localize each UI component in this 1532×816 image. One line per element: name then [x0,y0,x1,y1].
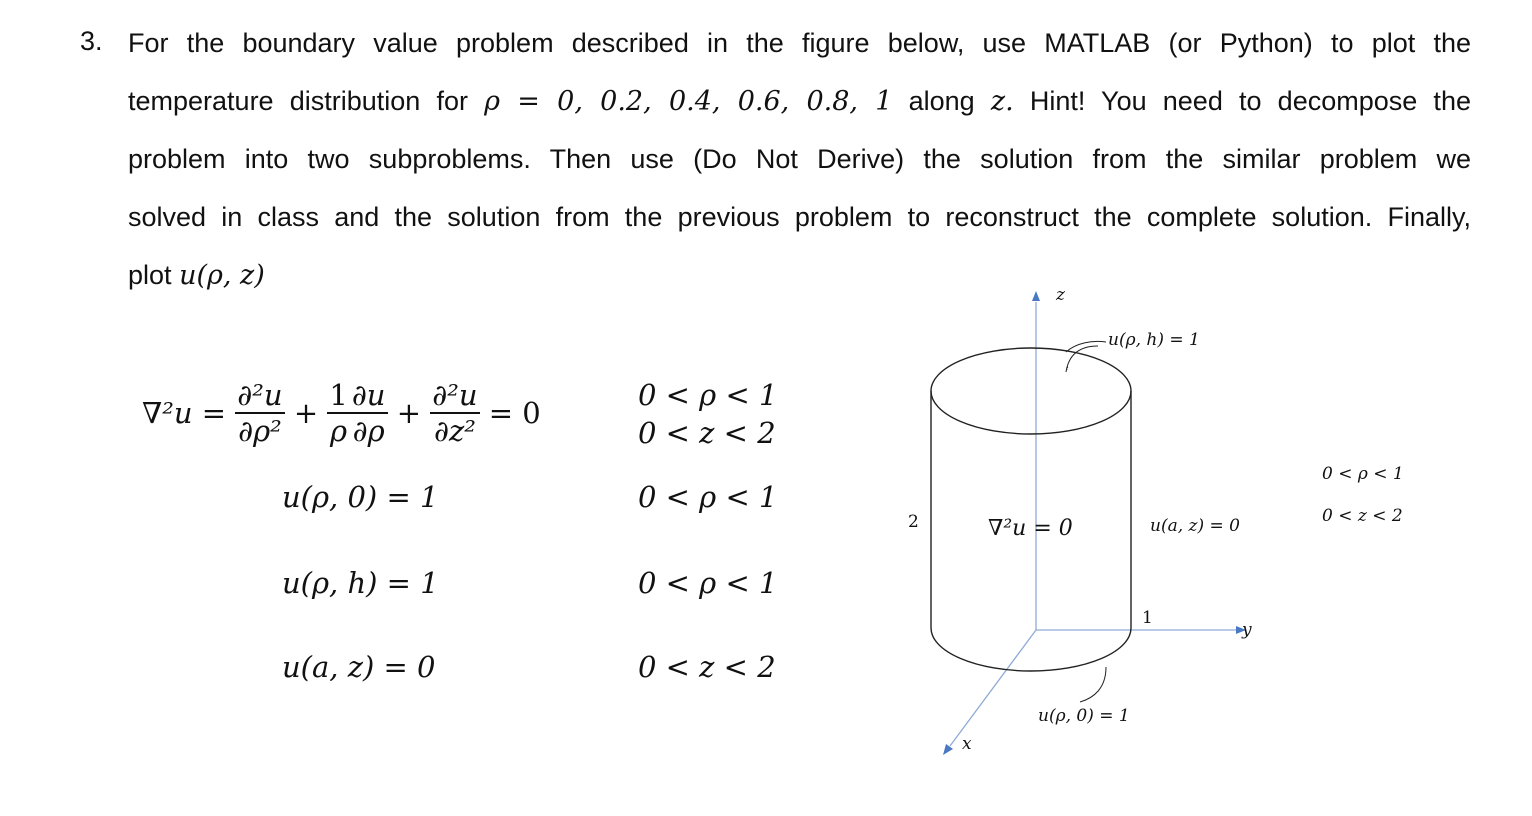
top-bc-leader-curve [1066,341,1106,352]
z-variable: z. [990,86,1014,117]
bc-top: u(ρ, h) = 1 [282,566,439,600]
domain-z-label: 0 < z < 2 [1322,506,1403,526]
x-axis-label: x [962,734,972,754]
interior-equation-label: ∇²u = 0 [988,516,1073,541]
bc-side: u(a, z) = 0 [282,650,436,684]
cylinder-figure [880,280,1440,775]
term2-denominator: ∂ρ [350,412,388,448]
term-d2u-dz2 [430,378,479,448]
condition-bc1: 0 < ρ < 1 [638,480,778,514]
plus-sign-1: + [293,396,319,430]
z-axis-arrow-icon [1032,291,1040,301]
side-bc-label: u(a, z) = 0 [1150,516,1240,536]
u-rho-z: u(ρ, z) [179,260,265,291]
radius-label: 1 [1142,608,1153,628]
line2-text-a: temperature distribution for [128,86,468,116]
term1-numerator: ∂²u [237,378,283,412]
equals-zero: = 0 [488,396,541,430]
condition-pde-rho: 0 < ρ < 1 [638,378,778,412]
condition-pde-z: 0 < z < 2 [638,416,776,450]
z-axis-label: z [1056,285,1065,305]
problem-text-line-3: problem into two subproblems. Then use (Do Not Derive) the solution from the similar problem we [128,144,1471,174]
problem-text-line-4: solved in class and the solution from the previous problem to reconstruct the complete solution. Finally, [128,202,1471,232]
laplacian-lhs: ∇²u = [142,396,227,430]
x-axis-line [950,630,1036,746]
bc-bottom: u(ρ, 0) = 1 [282,480,439,514]
cylinder-bottom-arc [931,628,1131,671]
line5-text: plot [128,260,172,290]
term2-numerator: ∂u [351,378,386,412]
term-d2u-drho2 [235,378,284,448]
height-label: 2 [908,512,919,532]
term1-denominator: ∂ρ² [235,412,284,448]
x-axis-arrow-icon [943,744,953,755]
term2-coef-denominator: ρ [327,412,349,448]
rho-values: ρ = 0, 0.2, 0.4, 0.6, 0.8, 1 [484,86,893,117]
term-du-drho [350,378,388,448]
laplace-equation [142,378,541,448]
line2-text-b: along [908,86,975,116]
bottom-bc-leader [1080,667,1106,702]
domain-rho-label: 0 < ρ < 1 [1322,464,1404,484]
top-bc-label: u(ρ, h) = 1 [1108,330,1200,350]
problem-text-line-5 [128,258,265,292]
bottom-bc-label: u(ρ, 0) = 1 [1038,706,1130,726]
condition-bc3: 0 < z < 2 [638,650,776,684]
term-one-over-rho [327,378,349,448]
term3-denominator: ∂z² [430,412,479,448]
top-bc-leader [1066,346,1098,372]
cylinder-top-ellipse [931,348,1131,434]
line2-text-c: Hint! You need to decompose the [1029,86,1471,116]
term2-coef-numerator: 1 [329,378,348,412]
term3-numerator: ∂²u [432,378,478,412]
plus-sign-2: + [396,396,422,430]
problem-text-line-2 [128,84,1471,118]
condition-bc2: 0 < ρ < 1 [638,566,778,600]
problem-text-line-1: For the boundary value problem described in the figure below, use MATLAB (or Python) to plot the [128,28,1471,58]
y-axis-label: y [1242,620,1252,640]
problem-number: 3. [80,26,103,56]
